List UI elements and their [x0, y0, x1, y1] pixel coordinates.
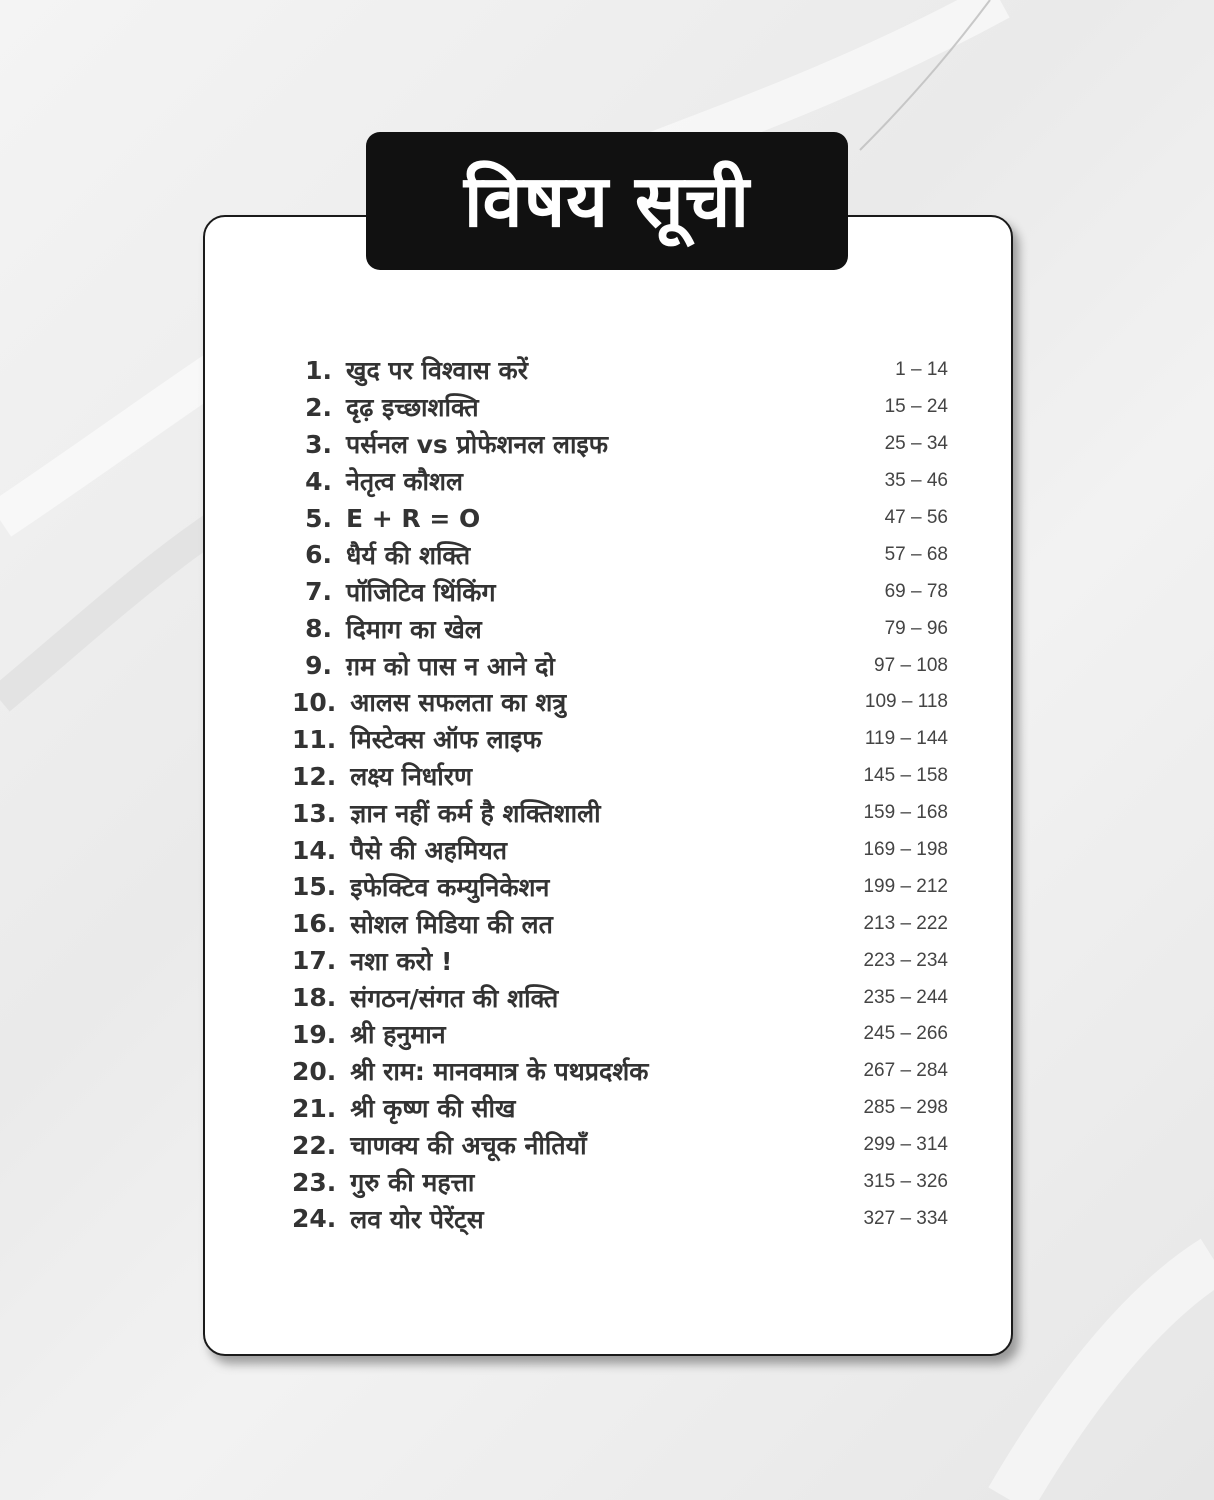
- chapter-number: 22.: [292, 1130, 337, 1160]
- toc-entry[interactable]: [292, 610, 952, 647]
- page-range: 97 – 108: [874, 654, 948, 676]
- chapter-number: 4.: [305, 466, 332, 496]
- toc-entry[interactable]: [292, 500, 952, 537]
- chapter-title: आलस सफलता का शत्रु: [350, 688, 567, 718]
- chapter-number: 3.: [305, 429, 332, 459]
- page-range: 145 – 158: [863, 765, 948, 787]
- chapter-title: संगठन/संगत की शक्ति: [350, 983, 559, 1013]
- chapter-number: 12.: [292, 761, 337, 791]
- toc-entry[interactable]: [292, 795, 952, 832]
- chapter-number: 2.: [305, 392, 332, 422]
- chapter-title: पॉजिटिव थिंकिंग: [346, 577, 496, 607]
- page-range: 213 – 222: [863, 912, 948, 934]
- toc-entry[interactable]: [292, 684, 952, 721]
- chapter-title: ज्ञान नहीं कर्म है शक्तिशाली: [350, 799, 601, 829]
- toc-entry[interactable]: [292, 536, 952, 573]
- toc-entry[interactable]: [292, 905, 952, 942]
- chapter-title: इफेक्टिव कम्युनिकेशन: [350, 872, 550, 902]
- chapter-number: 16.: [292, 909, 337, 939]
- chapter-number: 10.: [292, 687, 337, 717]
- title-banner: [366, 132, 848, 270]
- page-range: 267 – 284: [863, 1060, 948, 1082]
- toc-entry[interactable]: [292, 868, 952, 905]
- page-title: विषय सूची: [463, 159, 751, 243]
- chapter-title: लव योर पेरेंट्स: [350, 1204, 484, 1234]
- page-range: 199 – 212: [863, 875, 948, 897]
- toc-entry[interactable]: [292, 1200, 952, 1237]
- chapter-number: 15.: [292, 872, 337, 902]
- page-range: 119 – 144: [864, 728, 948, 750]
- chapter-title: दिमाग का खेल: [346, 614, 482, 644]
- page-range: 285 – 298: [863, 1097, 948, 1119]
- chapter-number: 13.: [292, 798, 337, 828]
- chapter-title: पर्सनल vs प्रोफेशनल लाइफ: [346, 430, 608, 460]
- toc-entry[interactable]: [292, 979, 952, 1016]
- chapter-number: 23.: [292, 1167, 337, 1197]
- toc-entry[interactable]: [292, 1053, 952, 1090]
- chapter-title: नेतृत्व कौशल: [346, 467, 463, 497]
- page-range: 57 – 68: [884, 543, 948, 565]
- chapter-title: पैसे की अहमियत: [350, 836, 508, 866]
- page-range: 299 – 314: [863, 1134, 948, 1156]
- chapter-title: श्री हनुमान: [350, 1020, 446, 1050]
- page-range: 315 – 326: [863, 1171, 948, 1193]
- chapter-title: ग़म को पास न आने दो: [346, 651, 555, 681]
- page-range: 69 – 78: [884, 580, 948, 602]
- page-range: 109 – 118: [864, 691, 948, 713]
- chapter-number: 6.: [305, 540, 332, 570]
- toc-entry[interactable]: [292, 647, 952, 684]
- chapter-title: मिस्टेक्स ऑफ लाइफ: [350, 725, 542, 755]
- chapter-number: 7.: [305, 577, 332, 607]
- chapter-title: चाणक्य की अचूक नीतियाँ: [350, 1131, 587, 1161]
- chapter-number: 18.: [292, 983, 337, 1013]
- chapter-title: दृढ़ इच्छाशक्ति: [346, 393, 479, 423]
- toc-entry[interactable]: [292, 463, 952, 500]
- chapter-title: नशा करो !: [350, 946, 453, 976]
- toc-entry[interactable]: [292, 832, 952, 869]
- chapter-number: 11.: [292, 724, 337, 754]
- chapter-number: 24.: [292, 1204, 337, 1234]
- page-range: 47 – 56: [884, 507, 948, 528]
- page-range: 235 – 244: [863, 986, 948, 1008]
- page-range: 159 – 168: [863, 802, 948, 824]
- chapter-title: धैर्य की शक्ति: [346, 540, 471, 570]
- chapter-number: 14.: [292, 835, 337, 865]
- toc-entry[interactable]: [292, 426, 952, 463]
- page-range: 327 – 334: [863, 1207, 948, 1229]
- chapter-number: 17.: [292, 946, 337, 976]
- chapter-title: खुद पर विश्वास करें: [346, 356, 528, 386]
- page-range: 169 – 198: [863, 839, 948, 861]
- toc-entry[interactable]: [292, 721, 952, 758]
- toc-entry[interactable]: [292, 573, 952, 610]
- toc-entry[interactable]: [292, 942, 952, 979]
- page-range: 245 – 266: [863, 1023, 948, 1045]
- toc-entry[interactable]: [292, 389, 952, 426]
- chapter-number: 9.: [305, 651, 332, 681]
- page-range: 35 – 46: [884, 470, 948, 492]
- page-range: 15 – 24: [884, 396, 948, 418]
- chapter-title: श्री राम: मानवमात्र के पथप्रदर्शक: [350, 1057, 649, 1087]
- toc-entry[interactable]: [292, 1164, 952, 1201]
- page-range: 1 – 14: [895, 359, 948, 381]
- chapter-number: 5.: [305, 503, 332, 533]
- chapter-number: 20.: [292, 1056, 337, 1086]
- chapter-title: लक्ष्य निर्धारण: [350, 762, 473, 792]
- toc-entry[interactable]: [292, 352, 952, 389]
- chapter-number: 19.: [292, 1019, 337, 1049]
- toc-entry[interactable]: [292, 758, 952, 795]
- toc-entry[interactable]: [292, 1090, 952, 1127]
- page-range: 25 – 34: [884, 433, 948, 455]
- chapter-title: सोशल मिडिया की लत: [350, 909, 553, 939]
- page-range: 223 – 234: [863, 949, 948, 971]
- chapter-number: 8.: [305, 614, 332, 644]
- chapter-number: 21.: [292, 1093, 337, 1123]
- table-of-contents: [292, 352, 952, 1237]
- page-range: 79 – 96: [884, 617, 948, 639]
- chapter-title: E + R = O: [346, 503, 481, 533]
- toc-entry[interactable]: [292, 1127, 952, 1164]
- chapter-title: गुरु की महत्ता: [350, 1168, 475, 1198]
- chapter-number: 1.: [305, 355, 332, 385]
- toc-entry[interactable]: [292, 1016, 952, 1053]
- chapter-title: श्री कृष्ण की सीख: [350, 1094, 516, 1124]
